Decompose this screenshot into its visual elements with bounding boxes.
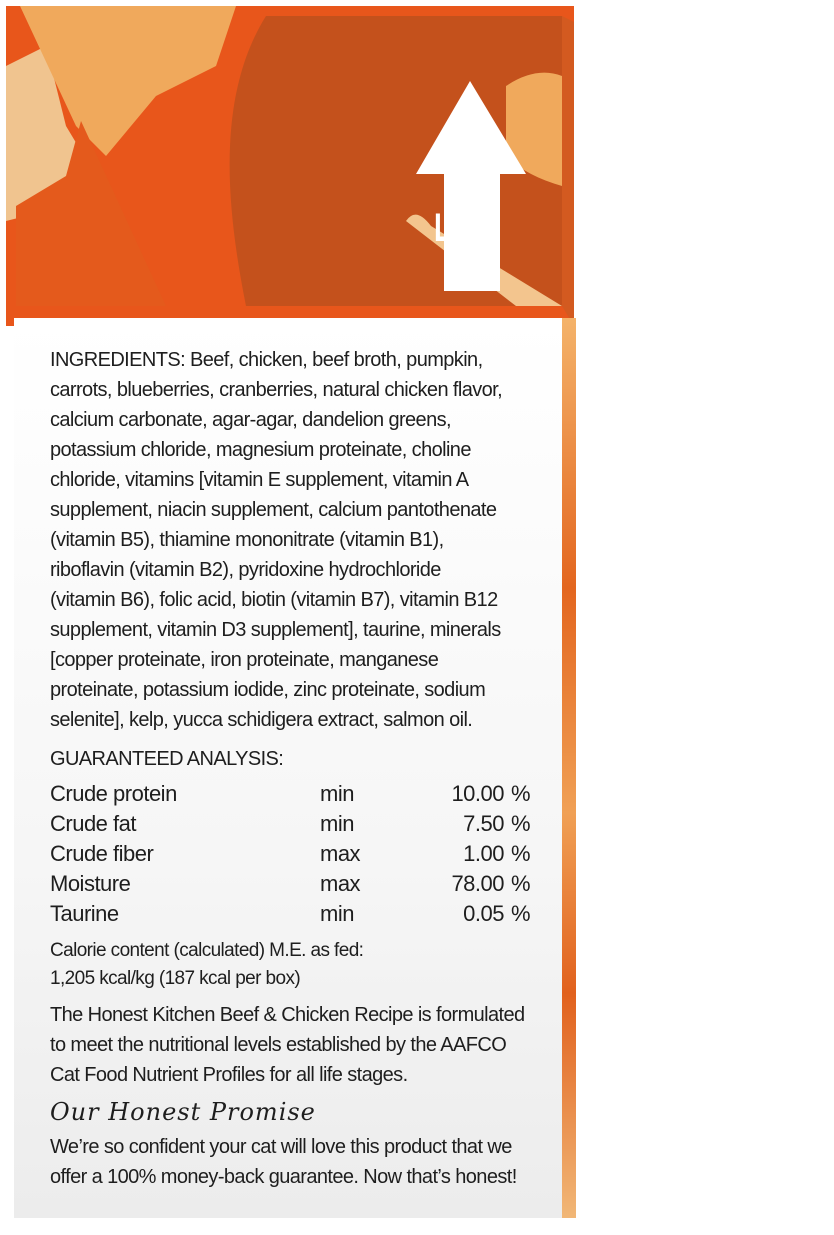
nutrient-name: Crude fat [50,811,136,836]
analysis-row [50,781,530,811]
nutrient-value: 0.05 [463,901,504,926]
ingredients-line: riboflavin (vitamin B2), pyridoxine hydrochloride [50,559,441,581]
nutrient-unit: % [510,811,530,836]
analysis-row [50,901,530,931]
nutrient-qualifier: min [320,781,354,806]
nutrient-name: Taurine [50,901,119,926]
calorie-line: 1,205 kcal/kg (187 kcal per box) [50,968,301,989]
nutrient-unit: % [510,781,530,806]
nutrient-value: 78.00 [451,871,504,896]
nutrient-unit: % [510,871,530,896]
ingredients-line: carrots, blueberries, cranberries, natural chicken flavor, [50,379,503,401]
nutrient-value: 7.50 [463,811,504,836]
nutrient-name: Crude fiber [50,841,154,866]
ingredients-line: Beef, chicken, beef broth, pumpkin, [185,349,483,371]
ingredients-line: (vitamin B5), thiamine mononitrate (vitamin B1), [50,529,444,551]
nutrient-qualifier: min [320,811,354,836]
nutrient-qualifier: min [320,901,354,926]
promise-title: Our Honest Promise [50,1098,316,1126]
ingredients-line: potassium chloride, magnesium proteinate, choline [50,439,471,461]
ingredients-line: chloride, vitamins [vitamin E supplement, vitamin A [50,469,469,491]
ingredients-line: proteinate, potassium iodide, zinc proteinate, sodium [50,679,486,701]
ingredients-line: supplement, vitamin D3 supplement], taurine, minerals [50,619,501,641]
promise-line: offer a 100% money-back guarantee. Now that’s honest! [50,1166,517,1188]
ingredients-line: calcium carbonate, agar-agar, dandelion greens, [50,409,451,431]
nutrient-value: 10.00 [451,781,504,806]
ingredients-line: (vitamin B6), folic acid, biotin (vitamin B7), vitamin B12 [50,589,498,611]
lift-flap[interactable] [6,6,574,326]
nutrient-value: 1.00 [463,841,504,866]
aafco-line: to meet the nutritional levels established by the AAFCO [50,1034,507,1056]
aafco-line: Cat Food Nutrient Profiles for all life stages. [50,1064,408,1086]
analysis-row [50,811,530,841]
ingredients-line: supplement, niacin supplement, calcium pantothenate [50,499,497,521]
ingredients-heading: INGREDIENTS: [50,349,186,371]
ingredients-line: selenite], kelp, yucca schidigera extract, salmon oil. [50,709,473,731]
nutrient-qualifier: max [320,871,361,896]
box-side-edge [562,318,576,1218]
ingredients-list [50,345,502,735]
nutrient-name: Moisture [50,871,131,896]
analysis-row [50,841,530,871]
promise-line: We’re so confident your cat will love this product that we [50,1136,512,1158]
aafco-line: The Honest Kitchen Beef & Chicken Recipe is formulated [50,1004,525,1026]
analysis-title: GUARANTEED ANALYSIS: [50,748,284,770]
nutrient-qualifier: max [320,841,361,866]
nutrient-unit: % [510,841,530,866]
calorie-line: Calorie content (calculated) M.E. as fed: [50,940,364,961]
ingredients-line: [copper proteinate, iron proteinate, manganese [50,649,439,671]
lift-label: LIFT [434,206,491,250]
flap-side [562,16,574,326]
nutrient-unit: % [510,901,530,926]
analysis-row [50,871,530,901]
nutrient-name: Crude protein [50,781,177,806]
